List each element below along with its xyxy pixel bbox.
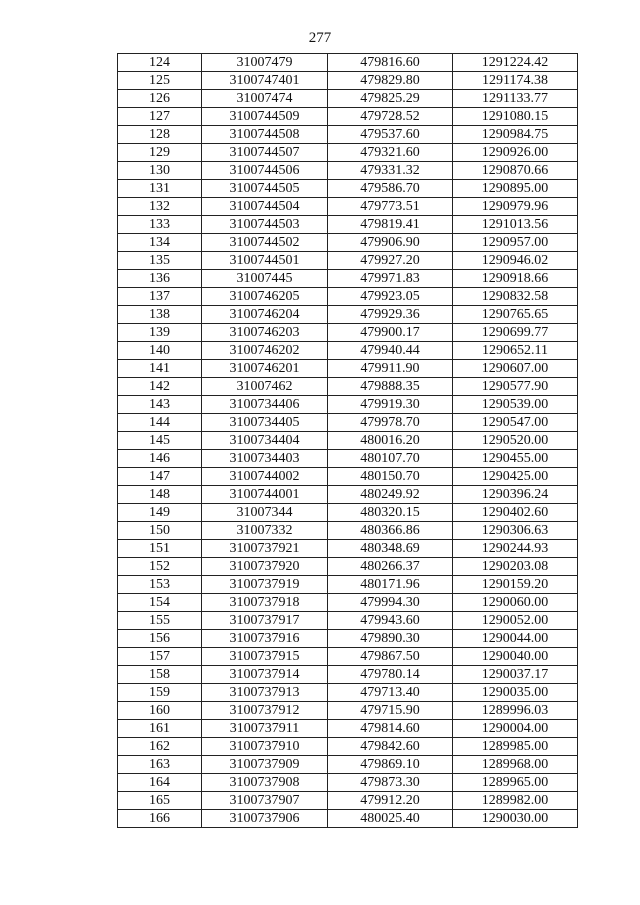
y-coordinate-cell: 1289968.00 [453, 756, 578, 774]
table-row [118, 72, 578, 90]
point-id-cell: 3100744002 [202, 468, 328, 486]
y-coordinate-cell: 1291224.42 [453, 54, 578, 72]
point-id-cell: 3100744501 [202, 252, 328, 270]
point-id-cell: 3100744504 [202, 198, 328, 216]
x-coordinate-cell: 479869.10 [328, 756, 453, 774]
y-coordinate-cell: 1290004.00 [453, 720, 578, 738]
row-number-cell: 138 [118, 306, 202, 324]
table-row [118, 702, 578, 720]
y-coordinate-cell: 1290159.20 [453, 576, 578, 594]
table-row [118, 90, 578, 108]
y-coordinate-cell: 1290244.93 [453, 540, 578, 558]
row-number-cell: 144 [118, 414, 202, 432]
point-id-cell: 3100734403 [202, 450, 328, 468]
row-number-cell: 159 [118, 684, 202, 702]
table-row [118, 774, 578, 792]
table-row [118, 270, 578, 288]
x-coordinate-cell: 479943.60 [328, 612, 453, 630]
table-row [118, 756, 578, 774]
point-id-cell: 3100737919 [202, 576, 328, 594]
row-number-cell: 154 [118, 594, 202, 612]
x-coordinate-cell: 479911.90 [328, 360, 453, 378]
x-coordinate-cell: 479940.44 [328, 342, 453, 360]
row-number-cell: 158 [118, 666, 202, 684]
x-coordinate-cell: 480366.86 [328, 522, 453, 540]
point-id-cell: 3100747401 [202, 72, 328, 90]
y-coordinate-cell: 1290979.96 [453, 198, 578, 216]
table-row [118, 630, 578, 648]
row-number-cell: 145 [118, 432, 202, 450]
x-coordinate-cell: 479819.41 [328, 216, 453, 234]
y-coordinate-cell: 1290037.17 [453, 666, 578, 684]
x-coordinate-cell: 479923.05 [328, 288, 453, 306]
x-coordinate-cell: 479816.60 [328, 54, 453, 72]
point-id-cell: 31007474 [202, 90, 328, 108]
x-coordinate-cell: 479929.36 [328, 306, 453, 324]
x-coordinate-cell: 479919.30 [328, 396, 453, 414]
point-id-cell: 3100737915 [202, 648, 328, 666]
x-coordinate-cell: 479900.17 [328, 324, 453, 342]
x-coordinate-cell: 480249.92 [328, 486, 453, 504]
row-number-cell: 140 [118, 342, 202, 360]
point-id-cell: 31007344 [202, 504, 328, 522]
row-number-cell: 141 [118, 360, 202, 378]
row-number-cell: 163 [118, 756, 202, 774]
table-row [118, 306, 578, 324]
row-number-cell: 129 [118, 144, 202, 162]
row-number-cell: 153 [118, 576, 202, 594]
table-row [118, 324, 578, 342]
y-coordinate-cell: 1290547.00 [453, 414, 578, 432]
point-id-cell: 3100744503 [202, 216, 328, 234]
row-number-cell: 165 [118, 792, 202, 810]
y-coordinate-cell: 1291174.38 [453, 72, 578, 90]
table-row [118, 396, 578, 414]
x-coordinate-cell: 479537.60 [328, 126, 453, 144]
y-coordinate-cell: 1290870.66 [453, 162, 578, 180]
row-number-cell: 134 [118, 234, 202, 252]
y-coordinate-cell: 1290946.02 [453, 252, 578, 270]
x-coordinate-cell: 479780.14 [328, 666, 453, 684]
y-coordinate-cell: 1291133.77 [453, 90, 578, 108]
point-id-cell: 3100744502 [202, 234, 328, 252]
row-number-cell: 127 [118, 108, 202, 126]
point-id-cell: 3100744506 [202, 162, 328, 180]
point-id-cell: 3100734406 [202, 396, 328, 414]
table-row [118, 342, 578, 360]
point-id-cell: 3100746203 [202, 324, 328, 342]
y-coordinate-cell: 1290455.00 [453, 450, 578, 468]
row-number-cell: 132 [118, 198, 202, 216]
point-id-cell: 3100746205 [202, 288, 328, 306]
x-coordinate-cell: 479890.30 [328, 630, 453, 648]
point-id-cell: 3100737907 [202, 792, 328, 810]
row-number-cell: 139 [118, 324, 202, 342]
row-number-cell: 152 [118, 558, 202, 576]
x-coordinate-cell: 479586.70 [328, 180, 453, 198]
table-row [118, 648, 578, 666]
x-coordinate-cell: 480266.37 [328, 558, 453, 576]
point-id-cell: 31007462 [202, 378, 328, 396]
x-coordinate-cell: 479978.70 [328, 414, 453, 432]
row-number-cell: 160 [118, 702, 202, 720]
x-coordinate-cell: 479331.32 [328, 162, 453, 180]
x-coordinate-cell: 480107.70 [328, 450, 453, 468]
y-coordinate-cell: 1291080.15 [453, 108, 578, 126]
y-coordinate-cell: 1290060.00 [453, 594, 578, 612]
x-coordinate-cell: 479842.60 [328, 738, 453, 756]
y-coordinate-cell: 1291013.56 [453, 216, 578, 234]
y-coordinate-cell: 1289965.00 [453, 774, 578, 792]
table-row [118, 126, 578, 144]
y-coordinate-cell: 1289982.00 [453, 792, 578, 810]
y-coordinate-cell: 1290832.58 [453, 288, 578, 306]
row-number-cell: 150 [118, 522, 202, 540]
table-row [118, 612, 578, 630]
point-id-cell: 3100744508 [202, 126, 328, 144]
table-row [118, 738, 578, 756]
point-id-cell: 31007479 [202, 54, 328, 72]
point-id-cell: 3100737920 [202, 558, 328, 576]
table-row [118, 414, 578, 432]
y-coordinate-cell: 1290425.00 [453, 468, 578, 486]
point-id-cell: 3100734404 [202, 432, 328, 450]
x-coordinate-cell: 480016.20 [328, 432, 453, 450]
y-coordinate-cell: 1290577.90 [453, 378, 578, 396]
row-number-cell: 164 [118, 774, 202, 792]
row-number-cell: 131 [118, 180, 202, 198]
table-row [118, 450, 578, 468]
table-row [118, 540, 578, 558]
table-row [118, 468, 578, 486]
x-coordinate-cell: 479773.51 [328, 198, 453, 216]
y-coordinate-cell: 1289985.00 [453, 738, 578, 756]
table-row [118, 54, 578, 72]
table-row [118, 792, 578, 810]
x-coordinate-cell: 479825.29 [328, 90, 453, 108]
point-id-cell: 3100737914 [202, 666, 328, 684]
row-number-cell: 155 [118, 612, 202, 630]
x-coordinate-cell: 479715.90 [328, 702, 453, 720]
y-coordinate-cell: 1290895.00 [453, 180, 578, 198]
y-coordinate-cell: 1290539.00 [453, 396, 578, 414]
x-coordinate-cell: 480320.15 [328, 504, 453, 522]
x-coordinate-cell: 479906.90 [328, 234, 453, 252]
y-coordinate-cell: 1290652.11 [453, 342, 578, 360]
row-number-cell: 148 [118, 486, 202, 504]
y-coordinate-cell: 1290699.77 [453, 324, 578, 342]
table-row [118, 252, 578, 270]
x-coordinate-cell: 479829.80 [328, 72, 453, 90]
row-number-cell: 137 [118, 288, 202, 306]
y-coordinate-cell: 1290402.60 [453, 504, 578, 522]
y-coordinate-cell: 1290520.00 [453, 432, 578, 450]
point-id-cell: 3100737913 [202, 684, 328, 702]
point-id-cell: 3100737916 [202, 630, 328, 648]
y-coordinate-cell: 1289996.03 [453, 702, 578, 720]
table-row [118, 504, 578, 522]
row-number-cell: 162 [118, 738, 202, 756]
point-id-cell: 3100744509 [202, 108, 328, 126]
point-id-cell: 3100737918 [202, 594, 328, 612]
point-id-cell: 31007445 [202, 270, 328, 288]
point-id-cell: 3100737909 [202, 756, 328, 774]
y-coordinate-cell: 1290306.63 [453, 522, 578, 540]
table-row [118, 360, 578, 378]
coordinates-table [117, 53, 578, 828]
table-row [118, 684, 578, 702]
y-coordinate-cell: 1290984.75 [453, 126, 578, 144]
point-id-cell: 3100737912 [202, 702, 328, 720]
y-coordinate-cell: 1290040.00 [453, 648, 578, 666]
point-id-cell: 3100744507 [202, 144, 328, 162]
point-id-cell: 3100737917 [202, 612, 328, 630]
row-number-cell: 161 [118, 720, 202, 738]
y-coordinate-cell: 1290203.08 [453, 558, 578, 576]
table-row [118, 810, 578, 828]
point-id-cell: 3100744001 [202, 486, 328, 504]
point-id-cell: 3100746204 [202, 306, 328, 324]
x-coordinate-cell: 479873.30 [328, 774, 453, 792]
row-number-cell: 135 [118, 252, 202, 270]
table-row [118, 234, 578, 252]
table-row [118, 180, 578, 198]
y-coordinate-cell: 1290607.00 [453, 360, 578, 378]
table-row [118, 432, 578, 450]
point-id-cell: 3100744505 [202, 180, 328, 198]
row-number-cell: 126 [118, 90, 202, 108]
row-number-cell: 143 [118, 396, 202, 414]
x-coordinate-cell: 479321.60 [328, 144, 453, 162]
x-coordinate-cell: 479814.60 [328, 720, 453, 738]
table-row [118, 108, 578, 126]
point-id-cell: 3100746202 [202, 342, 328, 360]
row-number-cell: 149 [118, 504, 202, 522]
table-row [118, 288, 578, 306]
point-id-cell: 3100737921 [202, 540, 328, 558]
y-coordinate-cell: 1290957.00 [453, 234, 578, 252]
table-row [118, 594, 578, 612]
table-row [118, 378, 578, 396]
table-row [118, 522, 578, 540]
x-coordinate-cell: 479867.50 [328, 648, 453, 666]
table-row [118, 144, 578, 162]
table-row [118, 576, 578, 594]
x-coordinate-cell: 480025.40 [328, 810, 453, 828]
point-id-cell: 31007332 [202, 522, 328, 540]
x-coordinate-cell: 480171.96 [328, 576, 453, 594]
point-id-cell: 3100737911 [202, 720, 328, 738]
table-row [118, 216, 578, 234]
row-number-cell: 157 [118, 648, 202, 666]
y-coordinate-cell: 1290030.00 [453, 810, 578, 828]
x-coordinate-cell: 479927.20 [328, 252, 453, 270]
y-coordinate-cell: 1290035.00 [453, 684, 578, 702]
row-number-cell: 128 [118, 126, 202, 144]
x-coordinate-cell: 479713.40 [328, 684, 453, 702]
table-row [118, 666, 578, 684]
y-coordinate-cell: 1290918.66 [453, 270, 578, 288]
table-row [118, 486, 578, 504]
table-row [118, 558, 578, 576]
row-number-cell: 166 [118, 810, 202, 828]
row-number-cell: 125 [118, 72, 202, 90]
row-number-cell: 136 [118, 270, 202, 288]
row-number-cell: 151 [118, 540, 202, 558]
point-id-cell: 3100737910 [202, 738, 328, 756]
y-coordinate-cell: 1290926.00 [453, 144, 578, 162]
x-coordinate-cell: 479888.35 [328, 378, 453, 396]
point-id-cell: 3100737908 [202, 774, 328, 792]
table-row [118, 720, 578, 738]
row-number-cell: 124 [118, 54, 202, 72]
table-row [118, 162, 578, 180]
point-id-cell: 3100734405 [202, 414, 328, 432]
x-coordinate-cell: 480150.70 [328, 468, 453, 486]
point-id-cell: 3100746201 [202, 360, 328, 378]
coordinates-table-body [118, 54, 578, 828]
row-number-cell: 130 [118, 162, 202, 180]
page-number: 277 [308, 30, 332, 46]
point-id-cell: 3100737906 [202, 810, 328, 828]
y-coordinate-cell: 1290044.00 [453, 630, 578, 648]
x-coordinate-cell: 479971.83 [328, 270, 453, 288]
x-coordinate-cell: 479912.20 [328, 792, 453, 810]
x-coordinate-cell: 479728.52 [328, 108, 453, 126]
row-number-cell: 156 [118, 630, 202, 648]
y-coordinate-cell: 1290396.24 [453, 486, 578, 504]
y-coordinate-cell: 1290052.00 [453, 612, 578, 630]
row-number-cell: 133 [118, 216, 202, 234]
row-number-cell: 146 [118, 450, 202, 468]
table-row [118, 198, 578, 216]
y-coordinate-cell: 1290765.65 [453, 306, 578, 324]
row-number-cell: 142 [118, 378, 202, 396]
x-coordinate-cell: 479994.30 [328, 594, 453, 612]
row-number-cell: 147 [118, 468, 202, 486]
x-coordinate-cell: 480348.69 [328, 540, 453, 558]
